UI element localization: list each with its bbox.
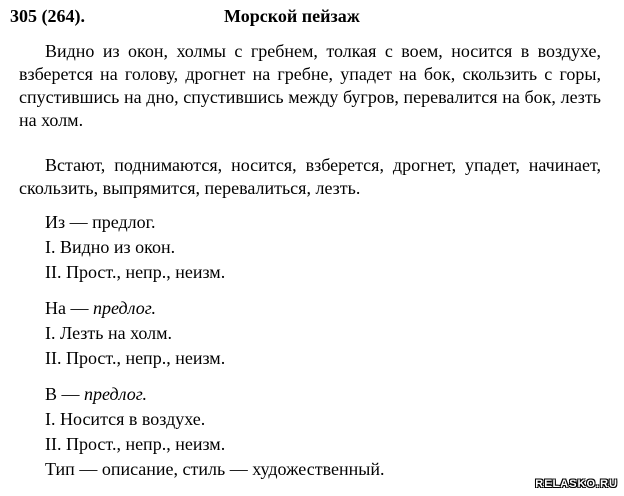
analysis-block-na [45,296,225,371]
analysis-word: В [45,384,58,404]
analysis-block-v [45,382,384,482]
analysis-line-2: II. Прост., непр., неизм. [45,434,226,454]
exercise-header [10,6,614,30]
exercise-title: Морской пейзаж [224,6,360,26]
analysis-pos: предлог. [92,212,156,232]
analysis-line-2: II. Прост., непр., неизм. [45,348,226,368]
analysis-pos: предлог. [93,298,156,318]
analysis-dash: — [57,384,85,404]
analysis-dash: — [65,212,93,232]
analysis-line-2: II. Прост., непр., неизм. [45,262,226,282]
text-paragraph-2: Встают, поднимаются, носится, взберется, дрогнет, упадет, начинает, скользить, выпрямится, перевалиться, лезть. [19,155,601,198]
analysis-dash: — [66,298,93,318]
analysis-word: Из [45,212,66,232]
analysis-pos: предлог. [84,384,148,404]
analysis-heading [45,296,225,321]
conclusion-line: Тип — описание, стиль — художественный. [45,459,385,479]
analysis-heading [45,210,225,235]
watermark: RELASKO.RU [535,478,618,490]
exercise-number: 305 (264). [10,6,85,26]
analysis-line-1: I. Видно из окон. [45,237,176,257]
text-paragraph-1: Видно из окон, холмы с гребнем, толкая с воем, носится в воздухе, взберется на голову, дрогнет на гребне, упадет на бок, скользить с горы, спустившись на дно, спустившись между бугров, перевалится на бок, лезть на холм. [19,41,601,130]
analysis-heading [45,382,384,407]
analysis-word: На [45,298,66,318]
analysis-line-1: I. Лезть на холм. [45,323,173,343]
analysis-block-iz [45,210,225,285]
analysis-line-1: I. Носится в воздухе. [45,409,206,429]
